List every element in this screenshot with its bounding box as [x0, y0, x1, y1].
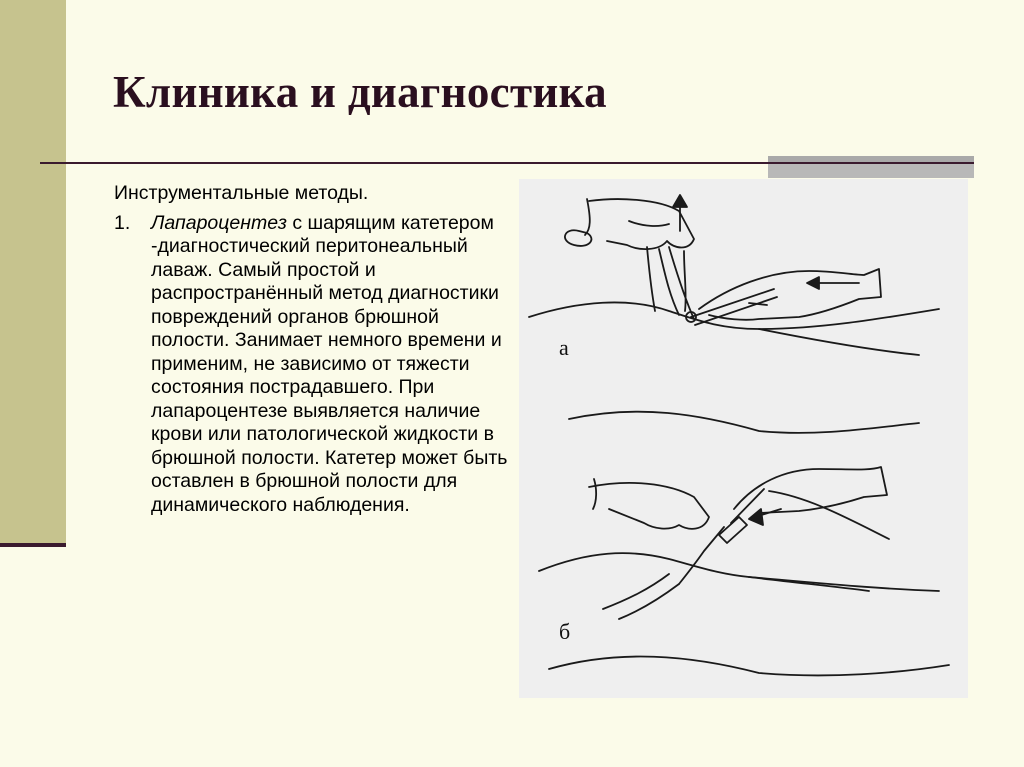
title-divider [40, 162, 974, 164]
left-hand-b [589, 483, 709, 529]
item-description: с шарящим катетером -диагностический перитонеальный лаваж. Самый простой и распространённый метод диагностики повреждений органов брюшной полости. Занимает немного времени и применим, не зависимо от тяжести состояния пострадавшего. При лапароцентезе выявляется наличие крови или патологической жидкости в брюшной полости. Катетер может быть оставлен в брюшной полости для динамического наблюдения. [151, 211, 508, 516]
label-b: б [559, 619, 571, 644]
title-rule-accent-lower [768, 164, 974, 178]
label-a: а [559, 335, 569, 360]
decorative-side-bar [0, 0, 66, 546]
subheading: Инструментальные методы. [114, 182, 369, 204]
down-arrow-b [749, 509, 781, 525]
abdomen-contour-a [529, 302, 939, 329]
abdomen-contour-b [539, 553, 939, 591]
catheter-strands-a [647, 247, 694, 319]
slide-title: Клиника и диагностика [113, 67, 607, 117]
body-line-a [569, 412, 919, 433]
right-hand-b [734, 467, 887, 513]
side-bar-rule [0, 543, 66, 547]
illustration-drawing [519, 179, 968, 698]
lower-hand-a [699, 269, 881, 320]
body-line-b [549, 657, 949, 676]
item-text [151, 212, 519, 518]
up-arrow-a [673, 195, 687, 231]
left-arrow-a [807, 277, 859, 289]
list-item [114, 212, 519, 518]
slide-body [114, 182, 519, 517]
item-number: 1. [114, 211, 131, 234]
laparocentesis-illustration [519, 179, 968, 698]
item-term: Лапароцентез [151, 211, 287, 234]
